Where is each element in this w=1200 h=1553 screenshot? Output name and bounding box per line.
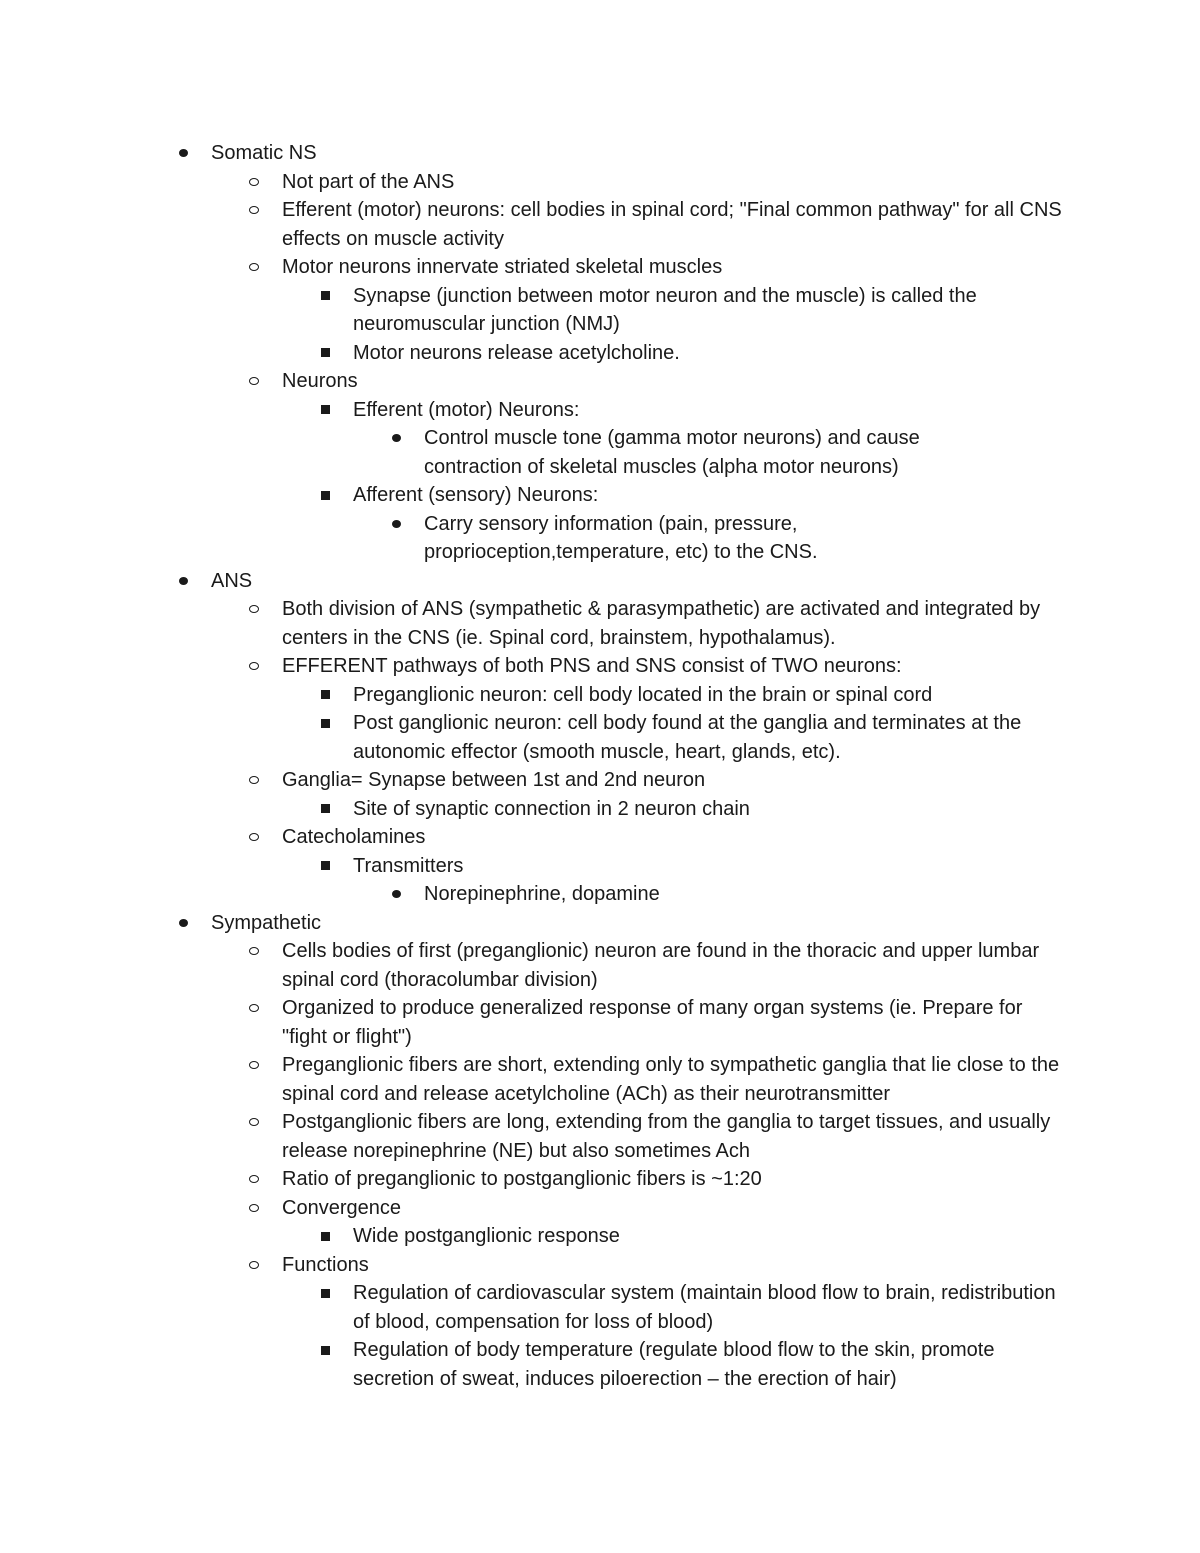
item-text: Preganglionic neuron: cell body located in the brain or spinal cord [353,683,933,706]
item-text: Efferent (motor) neurons: cell bodies in spinal cord; "Final common pathway" for all CNS effects on muscle activity [282,199,1062,250]
square-bullet-icon [315,1222,335,1251]
list-item [353,681,1063,710]
list-item [353,339,1063,368]
circle-bullet-icon [244,652,264,681]
disc-bullet-icon [386,510,406,539]
list-item-ans [211,567,1061,596]
item-text: Preganglionic fibers are short, extending only to sympathetic ganglia that lie close to the spinal cord and release acetylcholine (ACh) as their neurotransmitter [282,1054,1060,1105]
list-item [353,852,1063,881]
list-item [353,1279,1063,1336]
circle-bullet-icon [244,1194,264,1223]
item-text: Functions [282,1253,369,1276]
item-text: Regulation of cardiovascular system (maintain blood flow to brain, redistribution of blood, compensation for loss of blood) [353,1282,1056,1333]
disc-bullet-icon [173,567,193,596]
list-item [353,396,1063,425]
item-text: Motor neurons innervate striated skeletal muscles [282,256,723,278]
circle-bullet-icon [244,766,264,795]
square-bullet-icon [315,1336,335,1365]
list-item [282,253,1062,282]
item-text: Wide postganglionic response [353,1225,620,1247]
item-text: Catecholamines [282,826,426,848]
item-text: Post ganglionic neuron: cell body found at the ganglia and terminates at the autonomic effector (smooth muscle, heart, glands, etc). [353,712,1022,763]
square-bullet-icon [315,852,335,881]
list-item [353,1336,1063,1393]
item-text: Transmitters [353,854,464,877]
list-item [353,709,1063,766]
list-item [282,823,1062,852]
item-text: Ganglia= Synapse between 1st and 2nd neuron [282,769,706,791]
circle-bullet-icon [244,196,264,225]
item-text: Not part of the ANS [282,170,455,193]
square-bullet-icon [315,481,335,510]
list-item [282,1108,1062,1165]
item-text: Both division of ANS (sympathetic & parasympathetic) are activated and integrated by centers in the CNS (ie. Spinal cord, brainstem, hypothalamus). [282,598,1041,649]
square-bullet-icon [315,709,335,738]
circle-bullet-icon [244,1251,264,1280]
list-item [424,424,984,481]
square-bullet-icon [315,396,335,425]
circle-bullet-icon [244,595,264,624]
item-text: Motor neurons release acetylcholine. [353,341,680,364]
item-text: Efferent (motor) Neurons: [353,398,580,421]
circle-bullet-icon [244,168,264,197]
circle-bullet-icon [244,1051,264,1080]
square-bullet-icon [315,1279,335,1308]
item-text: Convergence [282,1196,401,1219]
item-text: Neurons [282,370,358,392]
item-text: Cells bodies of first (preganglionic) neuron are found in the thoracic and upper lumbar spinal cord (thoracolumbar division) [282,940,1040,991]
item-text: Organized to produce generalized response of many organ systems (ie. Prepare for "fight or flight") [282,997,1023,1048]
disc-bullet-icon [386,880,406,909]
circle-bullet-icon [244,994,264,1023]
disc-bullet-icon [386,424,406,453]
circle-bullet-icon [244,1165,264,1194]
item-text: Ratio of preganglionic to postganglionic fibers is ~1:20 [282,1168,762,1190]
item-text: Site of synaptic connection in 2 neuron chain [353,797,750,820]
list-item-somatic [211,139,1061,168]
document-page [0,139,1200,1393]
list-item [282,168,1062,197]
item-text: Synapse (junction between motor neuron and the muscle) is called the neuromuscular junction (NMJ) [353,284,977,335]
list-item [353,1222,1063,1251]
list-item [282,196,1062,253]
list-item [353,795,1063,824]
list-item [353,481,1063,510]
item-text: Sympathetic [211,911,322,934]
item-text: ANS [211,569,253,592]
item-text: Somatic NS [211,142,317,164]
disc-bullet-icon [173,139,193,168]
item-text: EFFERENT pathways of both PNS and SNS consist of TWO neurons: [282,655,902,677]
circle-bullet-icon [244,937,264,966]
list-item [282,1165,1062,1194]
list-item [282,1051,1062,1108]
square-bullet-icon [315,339,335,368]
item-text: Carry sensory information (pain, pressure, proprioception,temperature, etc) to the CNS. [424,512,818,563]
square-bullet-icon [315,681,335,710]
list-item [282,1251,1062,1280]
list-item [282,766,1062,795]
item-text: Control muscle tone (gamma motor neurons) and cause contraction of skeletal muscles (alpha motor neurons) [424,427,920,478]
item-text: Regulation of body temperature (regulate blood flow to the skin, promote secretion of sweat, induces piloerection – the erection of hair) [353,1339,995,1390]
list-item [282,937,1062,994]
disc-bullet-icon [173,909,193,938]
list-item [282,367,1062,396]
list-item [282,1194,1062,1223]
list-item [424,510,984,567]
circle-bullet-icon [244,367,264,396]
circle-bullet-icon [244,253,264,282]
circle-bullet-icon [244,1108,264,1137]
square-bullet-icon [315,795,335,824]
list-item-sympathetic [211,909,1061,938]
list-item [282,994,1062,1051]
list-item [282,595,1062,652]
item-text: Norepinephrine, dopamine [424,883,660,905]
list-item [353,282,1063,339]
item-text: Afferent (sensory) Neurons: [353,484,599,506]
item-text: Postganglionic fibers are long, extending from the ganglia to target tissues, and usually release norepinephrine (NE) but also sometimes Ach [282,1111,1051,1162]
list-item [424,880,984,909]
list-item [282,652,1062,681]
circle-bullet-icon [244,823,264,852]
square-bullet-icon [315,282,335,311]
